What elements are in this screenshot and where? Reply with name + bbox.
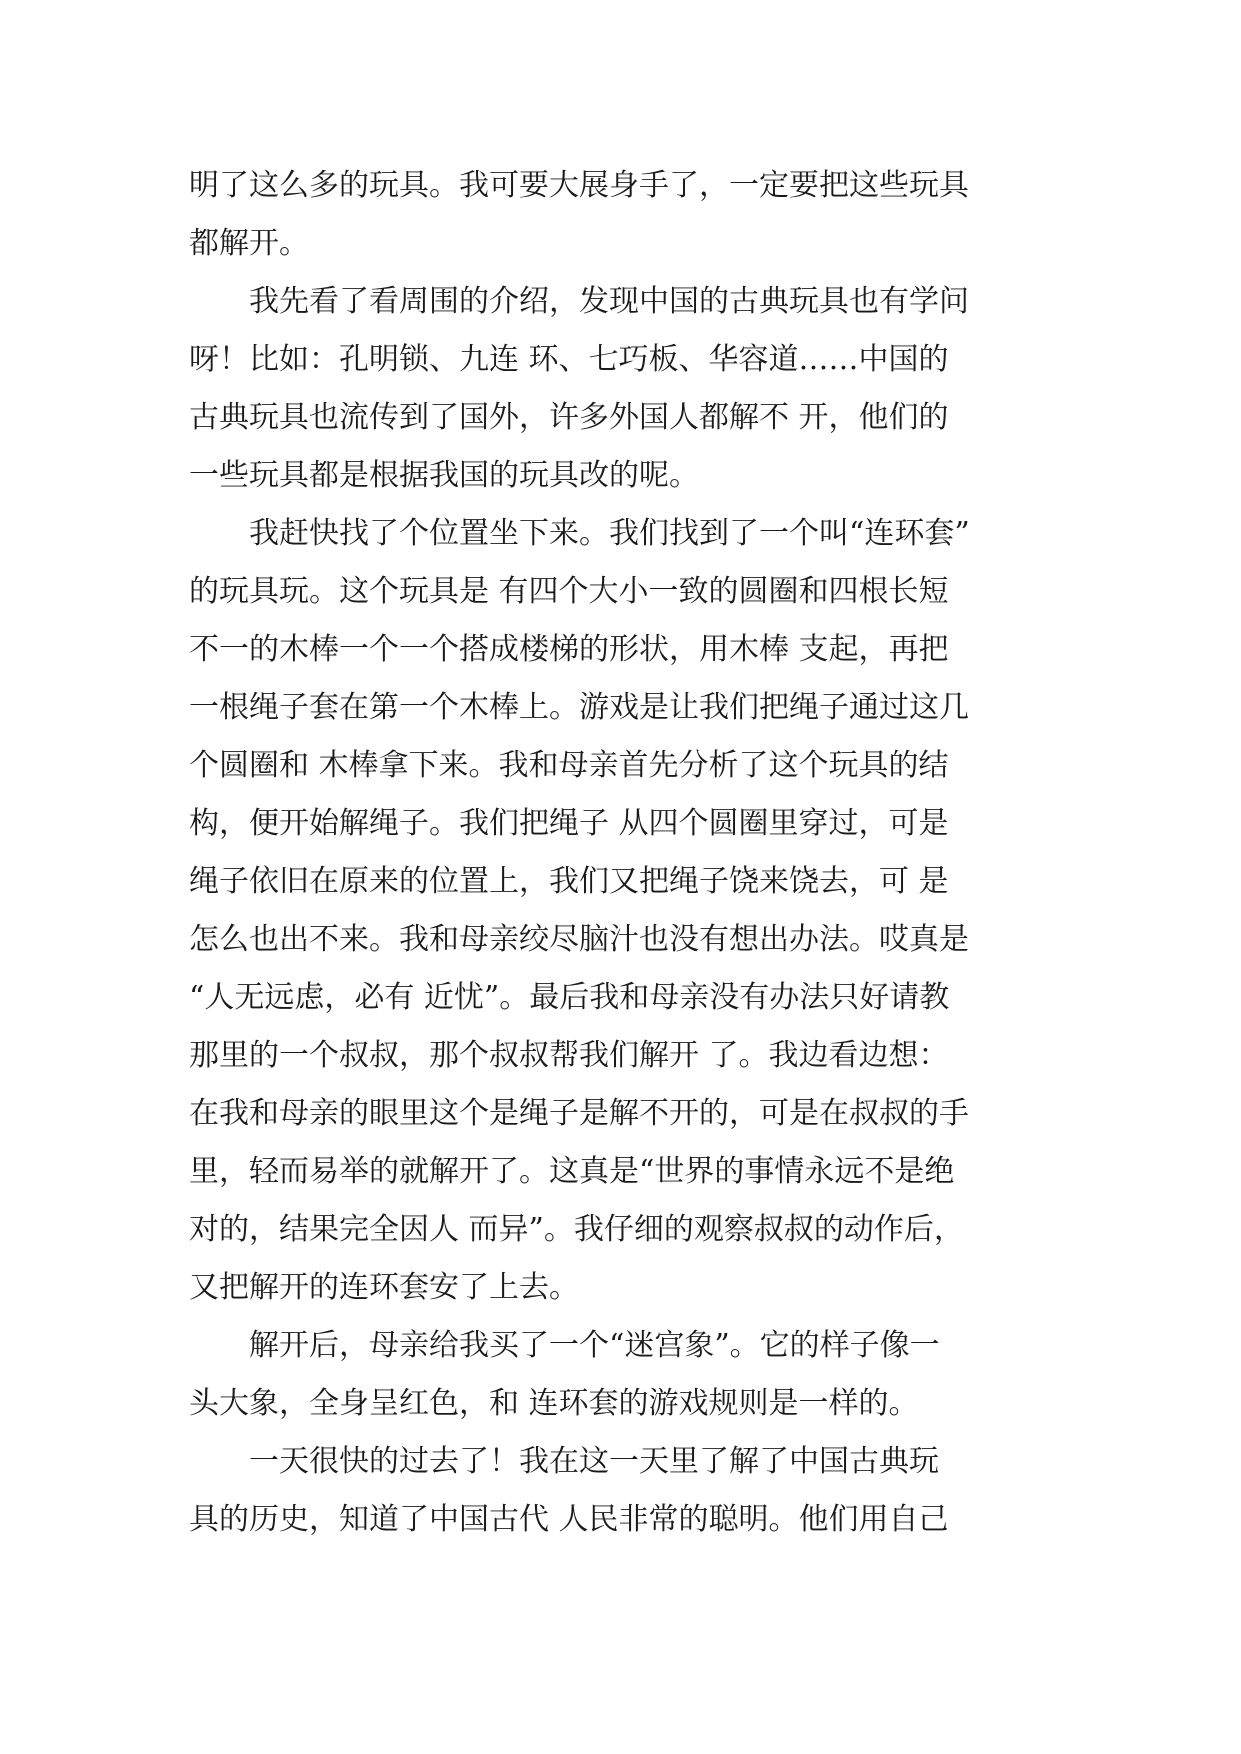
text-line: 我赶快找了个位置坐下来。我们找到了一个叫“连环套” xyxy=(189,516,970,551)
text-line: 的玩具玩。这个玩具是 有四个大小一致的圆圈和四根长短 xyxy=(189,574,949,609)
text-line: 在我和母亲的眼里这个是绳子是解不开的，可是在叔叔的手 xyxy=(189,1096,969,1131)
text-line: 都解开。 xyxy=(189,226,309,261)
text-line: 一天很快的过去了！我在这一天里了解了中国古典玩 xyxy=(189,1444,939,1479)
text-line: 呀！比如：孔明锁、九连 环、七巧板、华容道……中国的 xyxy=(189,342,949,377)
text-line: 一些玩具都是根据我国的玩具改的呢。 xyxy=(189,458,699,493)
text-line: 明了这么多的玩具。我可要大展身手了，一定要把这些玩具 xyxy=(189,168,969,203)
text-line: 一根绳子套在第一个木棒上。游戏是让我们把绳子通过这几 xyxy=(189,690,969,725)
text-line: 古典玩具也流传到了国外，许多外国人都解不 开，他们的 xyxy=(189,400,949,435)
text-line: 那里的一个叔叔，那个叔叔帮我们解开 了。我边看边想： xyxy=(189,1038,949,1073)
text-line: 解开后，母亲给我买了一个“迷宫象”。它的样子像一 xyxy=(189,1328,940,1363)
text-line: 里，轻而易举的就解开了。这真是“世界的事情永远不是绝 xyxy=(189,1154,955,1189)
text-line: 个圆圈和 木棒拿下来。我和母亲首先分析了这个玩具的结 xyxy=(189,748,949,783)
text-line: 绳子依旧在原来的位置上，我们又把绳子饶来饶去，可 是 xyxy=(189,864,949,899)
document-body xyxy=(189,157,1069,1549)
text-line: 具的历史，知道了中国古代 人民非常的聪明。他们用自己 xyxy=(189,1502,949,1537)
text-line: “人无远虑，必有 近忧”。最后我和母亲没有办法只好请教 xyxy=(189,980,950,1015)
text-line: 构，便开始解绳子。我们把绳子 从四个圆圈里穿过，可是 xyxy=(189,806,949,841)
text-line: 对的，结果完全因人 而异”。我仔细的观察叔叔的动作后， xyxy=(189,1212,964,1247)
text-line: 我先看了看周围的介绍，发现中国的古典玩具也有学问 xyxy=(189,284,969,319)
text-line: 不一的木棒一个一个搭成楼梯的形状，用木棒 支起，再把 xyxy=(189,632,949,667)
text-line: 怎么也出不来。我和母亲绞尽脑汁也没有想出办法。哎真是 xyxy=(189,922,969,957)
text-line: 又把解开的连环套安了上去。 xyxy=(189,1270,579,1305)
text-line: 头大象，全身呈红色，和 连环套的游戏规则是一样的。 xyxy=(189,1386,919,1421)
